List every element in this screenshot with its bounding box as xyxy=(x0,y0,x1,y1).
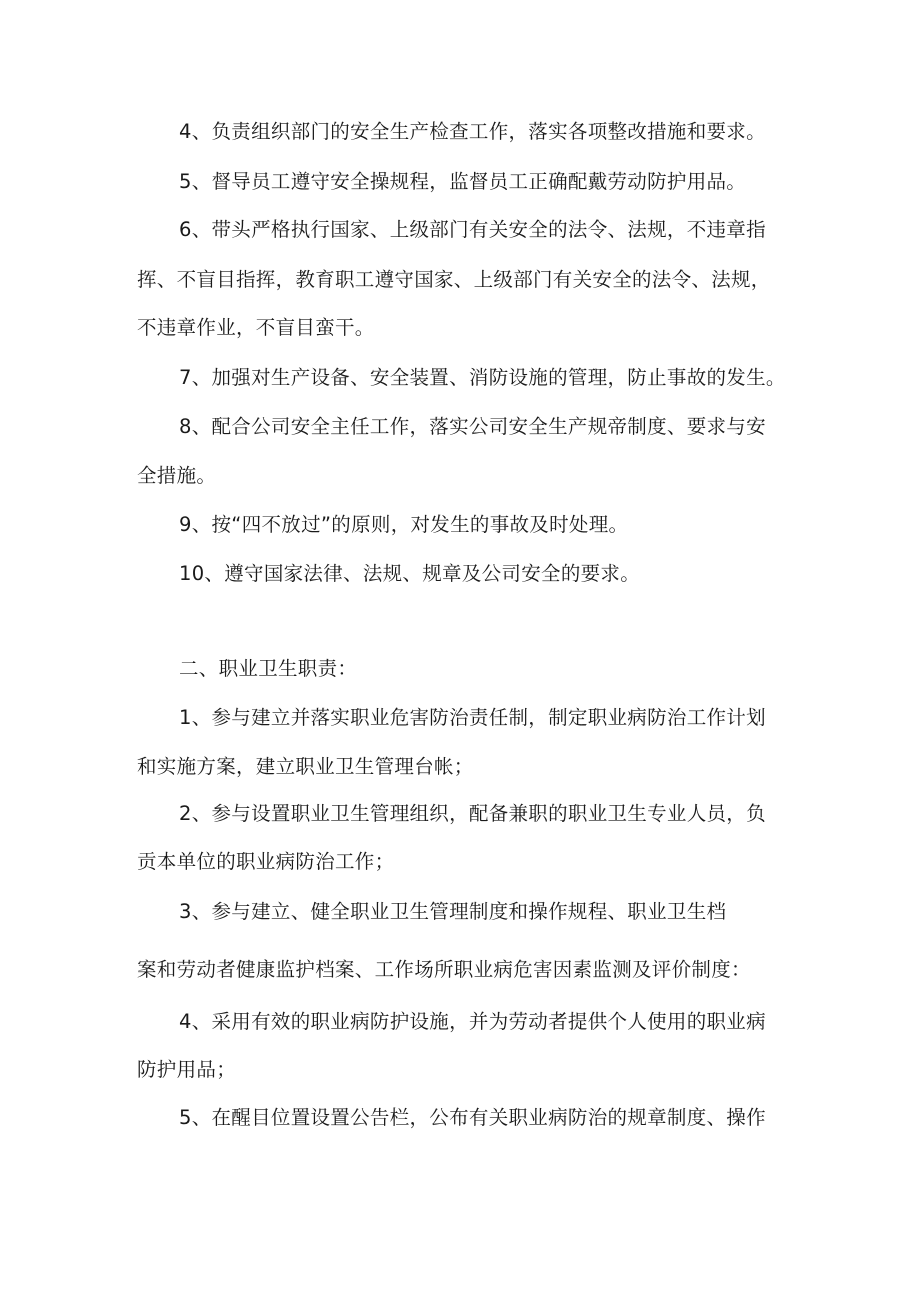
section-heading: 二、职业卫生职责： xyxy=(179,657,358,680)
text-line-item7: 7、加强对生产设备、安全装置、消防设施的管理，防止事故的发生。 xyxy=(179,366,786,389)
text-line-s2-item3-cont: 案和劳动者健康监护档案、工作场所职业病危害因素监测及评价制度： xyxy=(137,958,751,981)
text-line-s2-item2-cont: 贡本单位的职业病防治工作； xyxy=(137,850,395,873)
text-line-item6-cont1: 挥、不盲目指挥，教育职工遵守国家、上级部门有关安全的法令、法规， xyxy=(137,268,771,291)
text-line-s2-item2: 2、参与设置职业卫生管理组织，配备兼职的职业卫生专业人员，负 xyxy=(179,802,766,825)
text-line-s2-item5: 5、在醒目位置设置公告栏，公布有关职业病防治的规章制度、操作 xyxy=(179,1106,766,1129)
text-line-item10: 10、遵守国家法律、法规、规章及公司安全的要求。 xyxy=(179,562,641,585)
text-line-item8: 8、配合公司安全主任工作，落实公司安全生产规帝制度、要求与安 xyxy=(179,415,766,438)
text-line-s2-item1-cont: 和实施方案，建立职业卫生管理台帐； xyxy=(137,755,474,778)
text-line-s2-item1: 1、参与建立并落实职业危害防治责任制，制定职业病防治工作计划 xyxy=(179,706,766,729)
text-line-s2-item4-cont: 防护用品； xyxy=(137,1058,237,1081)
text-line-item5: 5、督导员工遵守安全操规程，监督员工正确配戴劳动防护用品。 xyxy=(179,170,747,193)
text-line-s2-item3: 3、参与建立、健全职业卫生管理制度和操作规程、职业卫生档 xyxy=(179,900,727,923)
text-line-item6-cont2: 不违章作业，不盲目蛮干。 xyxy=(137,316,375,339)
text-line-s2-item4: 4、采用有效的职业病防护设施，并为劳动者提供个人使用的职业病 xyxy=(179,1010,766,1033)
text-line-item9: 9、按“四不放过”的原则，对发生的事故及时处理。 xyxy=(179,513,629,536)
text-line-item6: 6、带头严格执行国家、上级部门有关安全的法令、法规，不违章指 xyxy=(179,218,766,241)
text-line-item4: 4、负责组织部门的安全生产检查工作，落实各项整改措施和要求。 xyxy=(179,120,766,143)
text-line-item8-cont: 全措施。 xyxy=(137,464,217,487)
